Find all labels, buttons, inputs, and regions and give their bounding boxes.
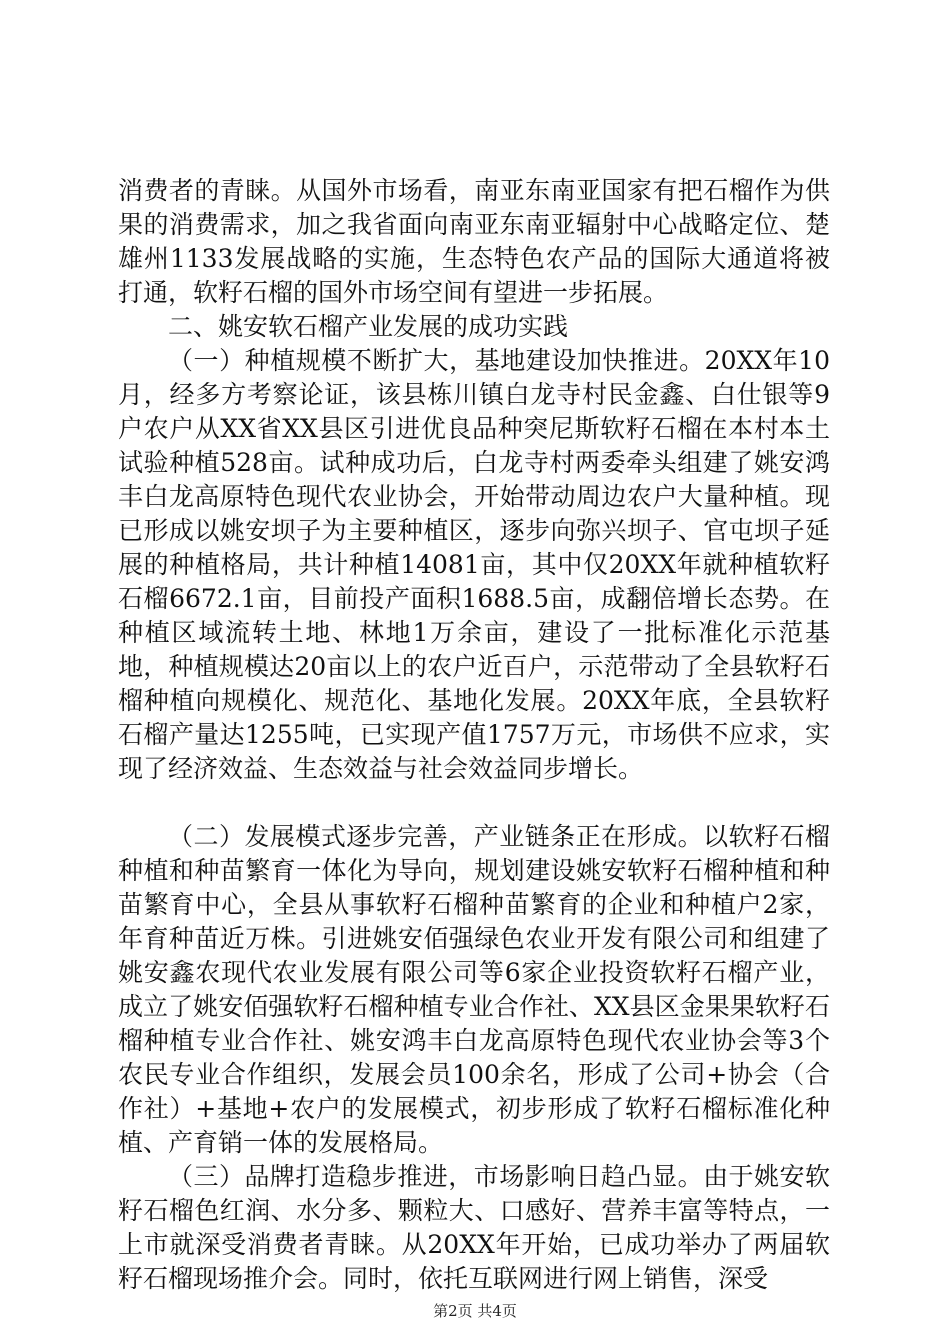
paragraph-development-model: （二）发展模式逐步完善，产业链条正在形成。以软籽石榴种植和种苗繁育一体化为导向，规划建设姚安软籽石榴种植和种苗繁育中心，全县从事软籽石榴种苗繁育的企业和种植户2家，年育种苗近万株。引进姚安佰强绿色农业开发有限公司和组建了姚安鑫农现代农业发展有限公司等6家企业投资软籽石榴产业，成立了姚安佰强软籽石榴种植专业合作社、XX县区金果果软籽石榴种植专业合作社、姚安鸿丰白龙高原特色现代农业协会等3个农民专业合作组织，发展会员100余名，形成了公司+协会（合作社）+基地+农户的发展模式，初步形成了软籽石榴标准化种植、产育销一体的发展格局。 xyxy=(118,822,830,1157)
page-footer: 第2页 共4页 xyxy=(433,1302,517,1320)
paragraph-planting-scale: （一）种植规模不断扩大，基地建设加快推进。20XX年10月，经多方考察论证，该县栋川镇白龙寺村民金鑫、白仕银等9户农户从XX省XX县区引进优良品种突尼斯软籽石榴在本村本土试验种植528亩。试种成功后，白龙寺村两委牵头组建了姚安鸿丰白龙高原特色现代农业协会，开始带动周边农户大量种植。现已形成以姚安坝子为主要种植区，逐步向弥兴坝子、官屯坝子延展的种植格局，共计种植14081亩，其中仅20XX年就种植软籽石榴6672.1亩，目前投产面积1688.5亩，成翻倍增长态势。在种植区域流转土地、林地1万余亩，建设了一批标准化示范基地，种植规模达20亩以上的农户近百户，示范带动了全县软籽石榴种植向规模化、规范化、基地化发展。20XX年底，全县软籽石榴产量达1255吨，已实现产值1757万元，市场供不应求，实现了经济效益、生态效益与社会效益同步增长。 xyxy=(118,346,830,783)
document-body xyxy=(118,174,830,1296)
paragraph-continuation: 消费者的青睐。从国外市场看，南亚东南亚国家有把石榴作为供果的消费需求，加之我省面向南亚东南亚辐射中心战略定位、楚雄州1133发展战略的实施，生态特色农产品的国际大通道将被打通，软籽石榴的国外市场空间有望进一步拓展。 xyxy=(118,176,830,307)
paragraph-spacer xyxy=(118,786,830,820)
section-heading: 二、姚安软石榴产业发展的成功实践 xyxy=(168,312,569,341)
paragraph-brand-building: （三）品牌打造稳步推进，市场影响日趋凸显。由于姚安软籽石榴色红润、水分多、颗粒大、口感好、营养丰富等特点，一上市就深受消费者青睐。从20XX年开始，已成功举办了两届软籽石榴现场推介会。同时，依托互联网进行网上销售，深受 xyxy=(118,1162,830,1293)
